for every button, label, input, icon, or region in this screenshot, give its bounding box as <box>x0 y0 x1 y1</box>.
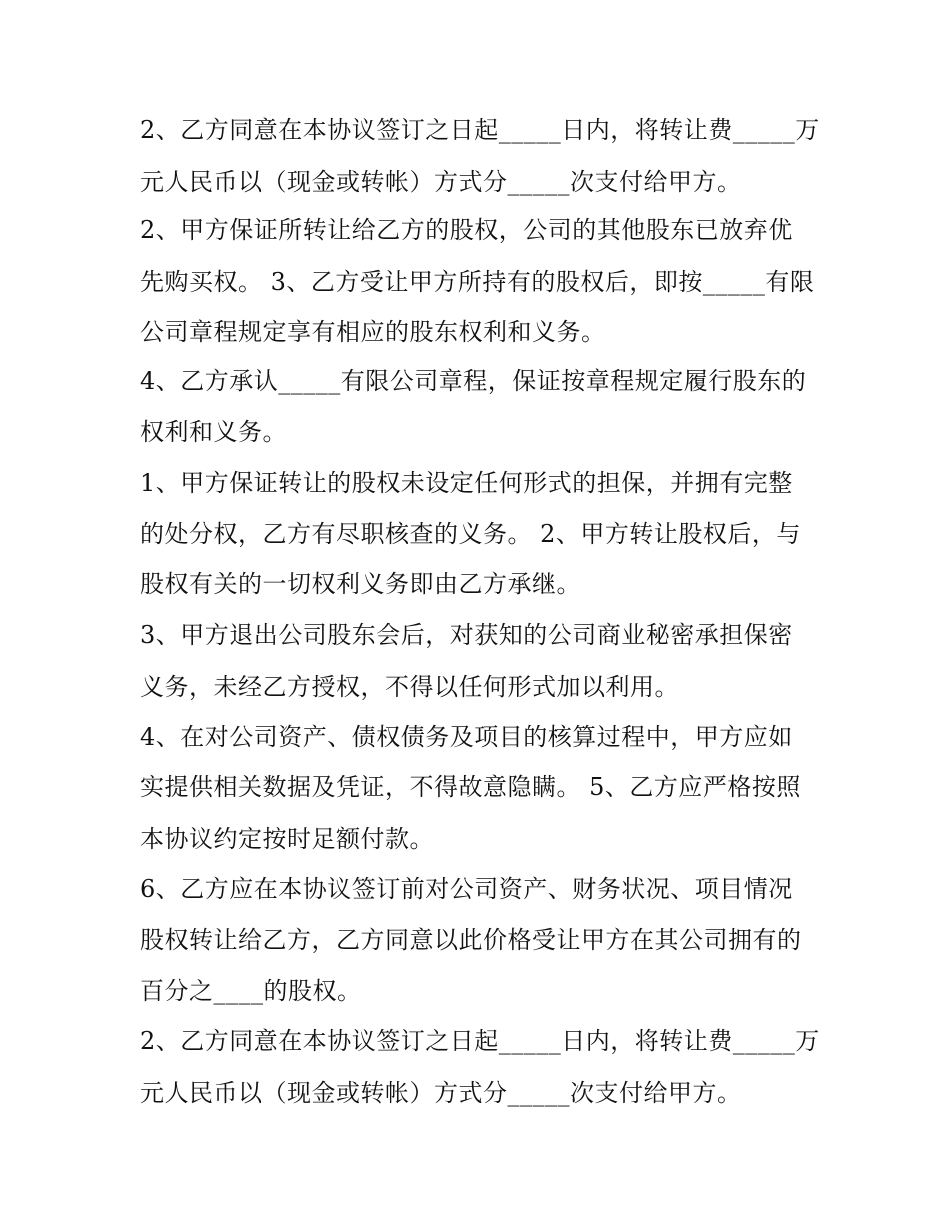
text-line: 股权转让给乙方，乙方同意以此价格受让甲方在其公司拥有的 <box>140 926 802 954</box>
text-line: 4、乙方承认_____有限公司章程，保证按章程规定履行股东的 <box>140 367 807 395</box>
text-line: 元人民币以（现金或转帐）方式分_____次支付给甲方。 <box>140 168 742 196</box>
text-line: 权利和义务。 <box>140 418 287 446</box>
text-line: 百分之____的股权。 <box>140 977 362 1005</box>
text-line: 实提供相关数据及凭证，不得故意隐瞒。 5、乙方应严格按照 <box>140 773 801 801</box>
text-line: 公司章程规定享有相应的股东权利和义务。 <box>140 318 606 346</box>
text-line: 2、乙方同意在本协议签订之日起_____日内，将转让费_____万 <box>140 1027 820 1055</box>
text-line: 本协议约定按时足额付款。 <box>140 825 434 853</box>
text-line: 元人民币以（现金或转帐）方式分_____次支付给甲方。 <box>140 1079 742 1107</box>
text-line: 1、甲方保证转让的股权未设定任何形式的担保，并拥有完整 <box>140 469 793 497</box>
text-line: 2、乙方同意在本协议签订之日起_____日内，将转让费_____万 <box>140 116 820 144</box>
text-line: 先购买权。 3、乙方受让甲方所持有的股权后，即按_____有限 <box>140 268 815 296</box>
text-line: 3、甲方退出公司股东会后，对获知的公司商业秘密承担保密 <box>140 621 793 649</box>
text-line: 2、甲方保证所转让给乙方的股权，公司的其他股东已放弃优 <box>140 216 793 244</box>
text-line: 6、乙方应在本协议签订前对公司资产、财务状况、项目情况 <box>140 875 793 903</box>
text-line: 的处分权，乙方有尽职核查的义务。 2、甲方转让股权后，与 <box>140 520 801 548</box>
text-line: 4、在对公司资产、债权债务及项目的核算过程中，甲方应如 <box>140 723 793 751</box>
text-line: 股权有关的一切权利义务即由乙方承继。 <box>140 570 581 598</box>
text-line: 义务，未经乙方授权，不得以任何形式加以利用。 <box>140 673 679 701</box>
